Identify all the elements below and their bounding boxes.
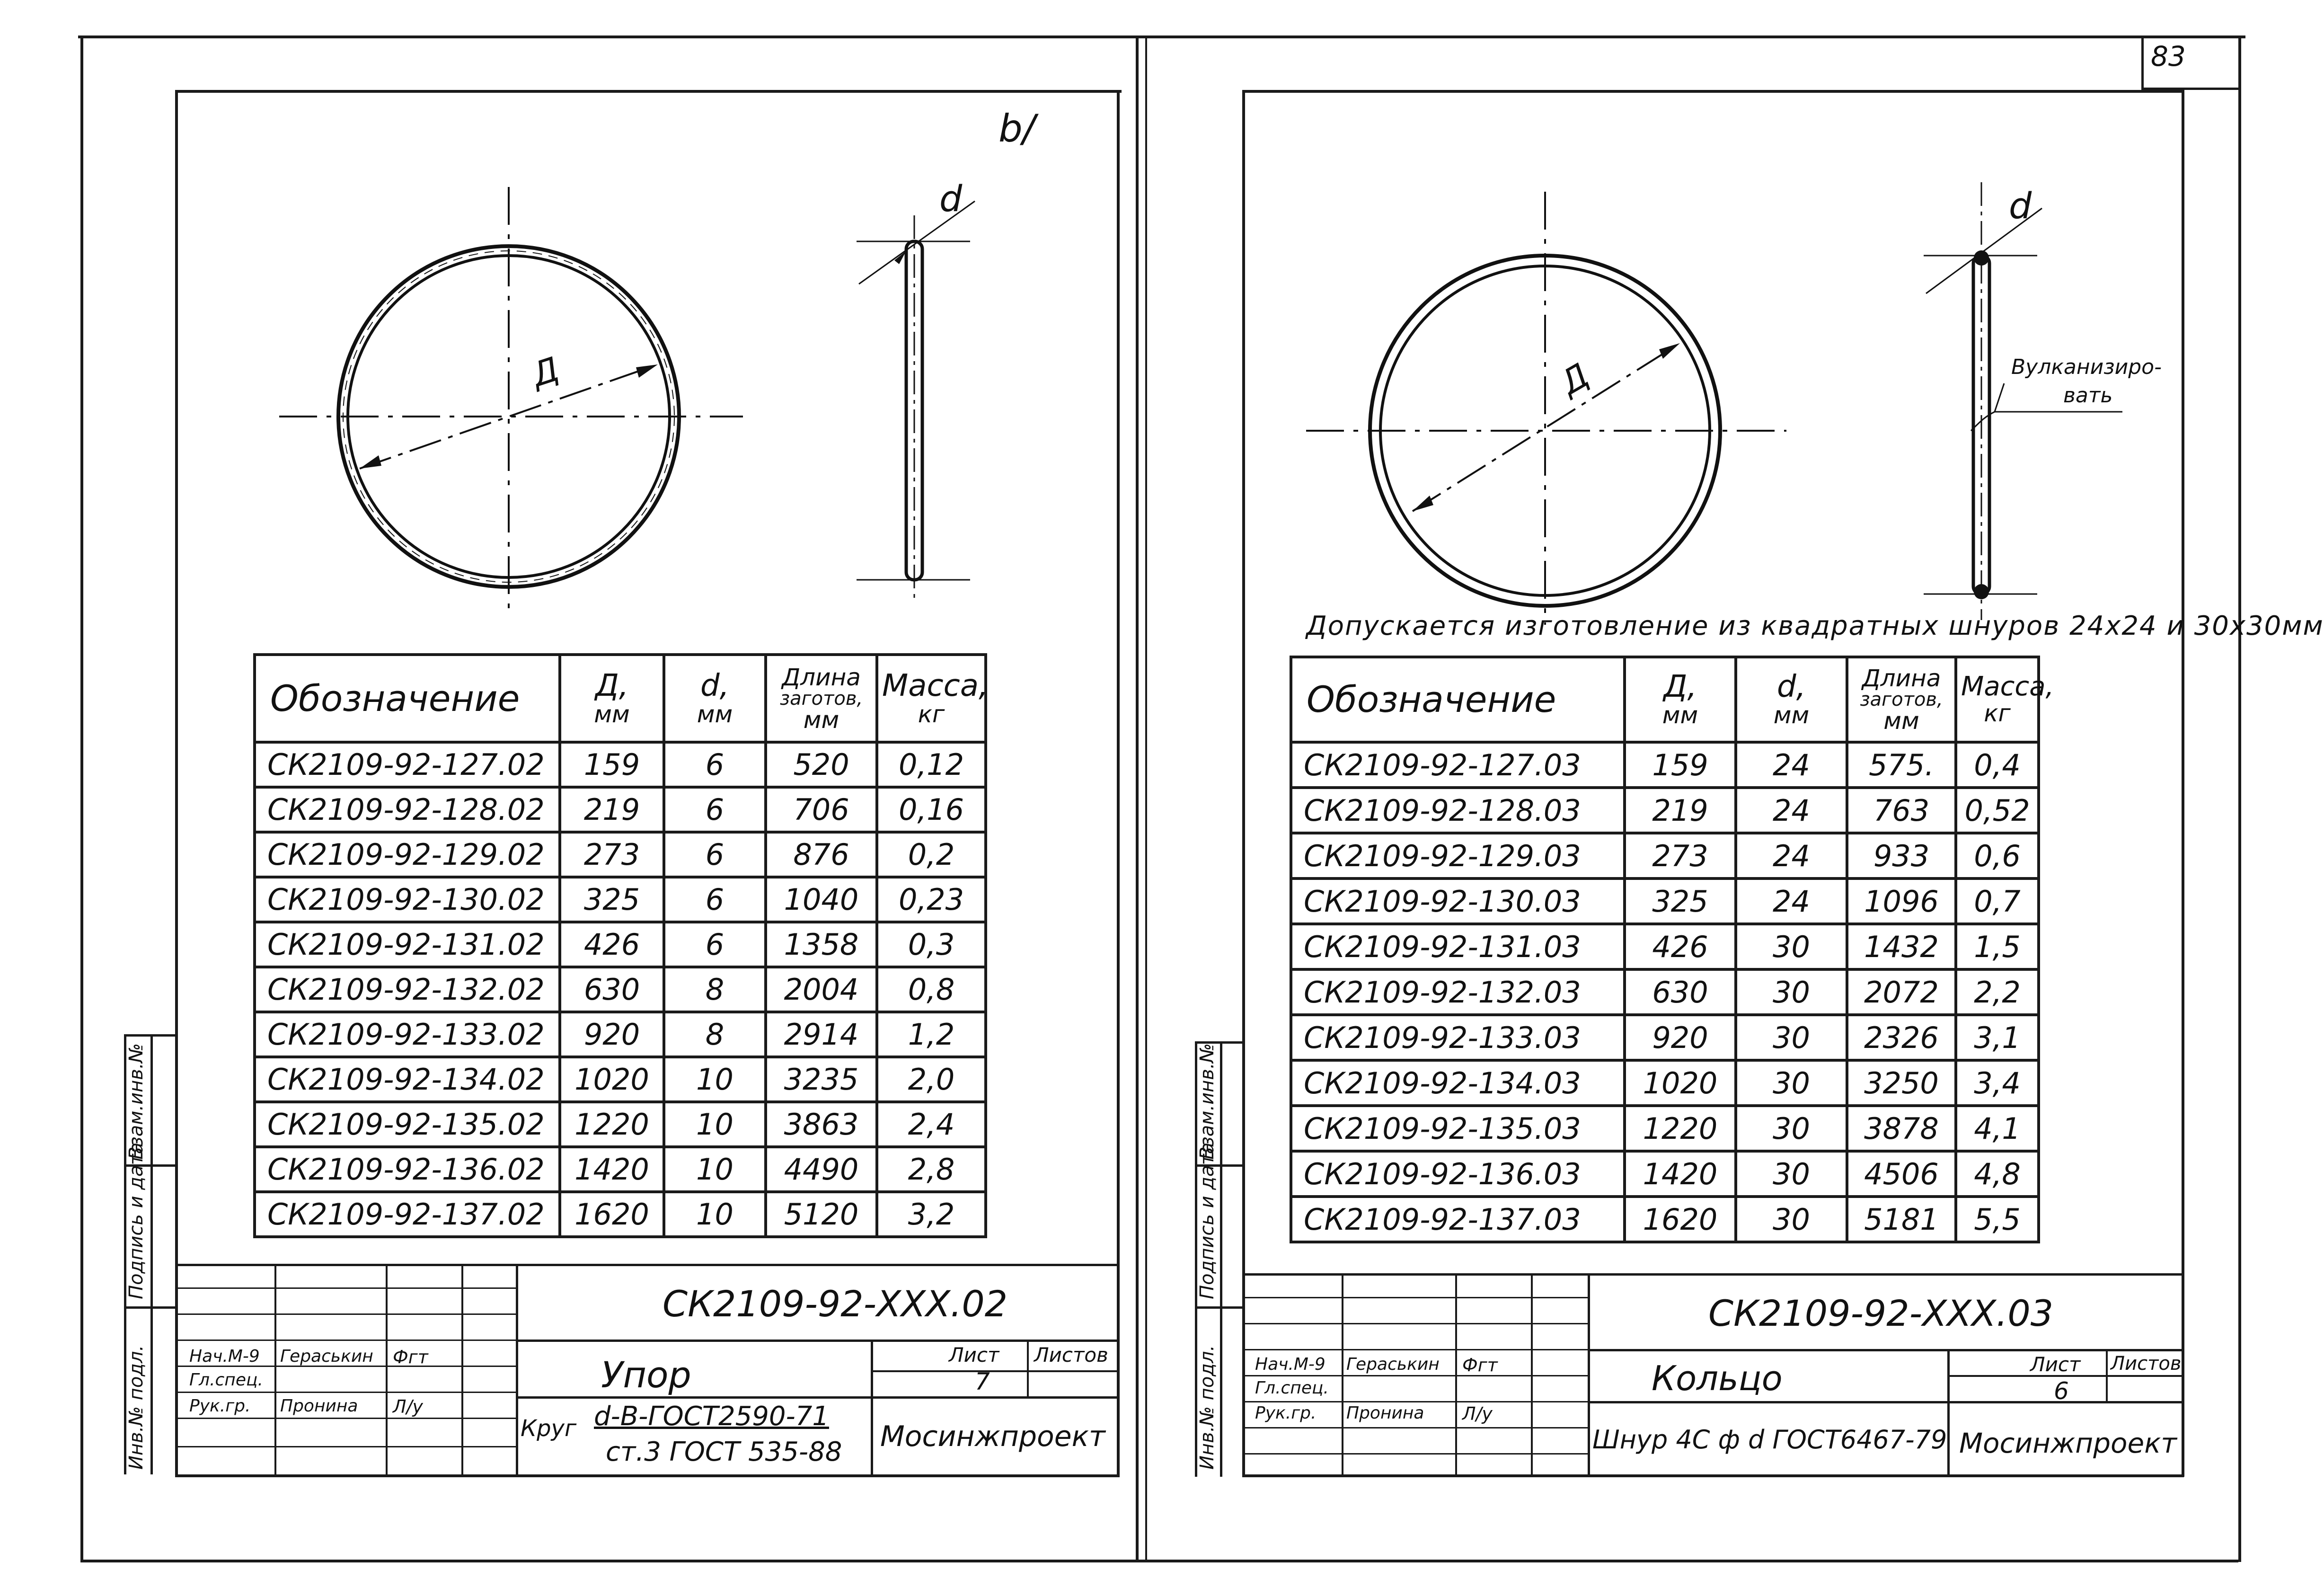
cell-mass: 0,6 bbox=[1956, 833, 2039, 878]
cell-d: 6 bbox=[664, 877, 766, 922]
right-strip-right bbox=[1220, 1041, 1222, 1477]
header-D-unit: мм bbox=[594, 700, 630, 728]
cell-designation: СК2109-92-128.02 bbox=[255, 787, 560, 832]
right-tb-h4 bbox=[1242, 1375, 1588, 1376]
left-tb-v-sheet2 bbox=[1027, 1340, 1029, 1399]
table-header-row bbox=[255, 655, 986, 742]
right-tb-mid bbox=[1588, 1349, 2184, 1351]
cell-d: 30 bbox=[1736, 1197, 1847, 1242]
right-sheet-label: Лист bbox=[2030, 1353, 2081, 1376]
cell-mass: 1,2 bbox=[877, 1012, 986, 1057]
cell-d: 30 bbox=[1736, 969, 1847, 1015]
cell-designation: СК2109-92-135.02 bbox=[255, 1102, 560, 1147]
table-row bbox=[1291, 742, 2039, 788]
cell-D: 1020 bbox=[560, 1057, 664, 1102]
cell-length: 1040 bbox=[766, 877, 877, 922]
cell-designation: СК2109-92-127.03 bbox=[1291, 742, 1625, 788]
left-tb-v2 bbox=[386, 1264, 388, 1477]
cell-d: 30 bbox=[1736, 924, 1847, 969]
cell-mass: 1,5 bbox=[1956, 924, 2039, 969]
right-dim-d-label: d bbox=[2009, 185, 2032, 227]
cell-length: 933 bbox=[1847, 833, 1956, 878]
header-D-text: Д, bbox=[1663, 669, 1697, 705]
outer-frame-right bbox=[2238, 35, 2241, 1562]
cell-d: 24 bbox=[1736, 833, 1847, 878]
right-tb-h7 bbox=[1242, 1453, 1588, 1455]
left-tb-role-3: Рук.гр. bbox=[189, 1396, 251, 1416]
left-tb-h7 bbox=[175, 1446, 516, 1447]
left-tb-v1 bbox=[274, 1264, 276, 1477]
left-doc-code: СК2109-92-XXX.02 bbox=[663, 1283, 1008, 1325]
cell-length: 3250 bbox=[1847, 1060, 1956, 1106]
cell-length: 3878 bbox=[1847, 1106, 1956, 1151]
header-D-text: Д, bbox=[595, 668, 629, 703]
cell-mass: 0,8 bbox=[877, 967, 986, 1012]
left-tb-h1 bbox=[175, 1287, 516, 1289]
right-tb-v-sheet2 bbox=[2106, 1349, 2108, 1403]
header-d-text: d, bbox=[700, 668, 729, 703]
cell-length: 4490 bbox=[766, 1147, 877, 1192]
cell-mass: 2,2 bbox=[1956, 969, 2039, 1015]
cell-mass: 2,8 bbox=[877, 1147, 986, 1192]
left-frame-right bbox=[1117, 90, 1120, 1477]
cell-length: 3863 bbox=[766, 1102, 877, 1147]
cell-d: 6 bbox=[664, 787, 766, 832]
left-tb-v3 bbox=[461, 1264, 463, 1477]
cell-d: 30 bbox=[1736, 1060, 1847, 1106]
left-strip-div2 bbox=[124, 1306, 176, 1309]
header-designation: Обозначение bbox=[1291, 657, 1625, 742]
right-spec-table bbox=[1290, 656, 2054, 1243]
header-mass-text: Масса, bbox=[882, 668, 989, 703]
cell-D: 1620 bbox=[560, 1192, 664, 1237]
table-row bbox=[255, 877, 986, 922]
cell-length: 2072 bbox=[1847, 969, 1956, 1015]
left-tb-name-1: Гераськин bbox=[280, 1347, 373, 1366]
header-length-text: Длина bbox=[1862, 665, 1941, 692]
cell-d: 24 bbox=[1736, 878, 1847, 924]
page-number: 83 bbox=[2151, 40, 2186, 72]
cell-designation: СК2109-92-131.03 bbox=[1291, 924, 1625, 969]
left-tb-sig-3: Л/у bbox=[393, 1396, 423, 1417]
cell-mass: 0,3 bbox=[877, 922, 986, 967]
right-tb-lower bbox=[1588, 1401, 2184, 1403]
page-divider bbox=[1136, 35, 1139, 1562]
left-material-bottom: ст.3 ГОСТ 535-88 bbox=[606, 1437, 842, 1467]
right-part-name: Кольцо bbox=[1652, 1358, 1783, 1398]
cell-D: 219 bbox=[560, 787, 664, 832]
cell-d: 10 bbox=[664, 1147, 766, 1192]
cell-D: 1020 bbox=[1625, 1060, 1736, 1106]
cell-designation: СК2109-92-136.02 bbox=[255, 1147, 560, 1192]
left-tb-h5 bbox=[175, 1392, 516, 1393]
right-tb-h5 bbox=[1242, 1401, 1588, 1402]
cell-length: 2914 bbox=[766, 1012, 877, 1057]
right-frame-right bbox=[2182, 90, 2184, 1477]
left-table-body bbox=[255, 742, 986, 1237]
header-mass bbox=[877, 655, 989, 742]
left-strip-top bbox=[124, 1034, 176, 1037]
cell-d: 6 bbox=[664, 922, 766, 967]
left-tb-name-3: Пронина bbox=[280, 1396, 358, 1416]
right-tb-v-main bbox=[1588, 1273, 1590, 1477]
cell-D: 426 bbox=[560, 922, 664, 967]
header-length-unit: мм bbox=[803, 706, 839, 734]
table-row bbox=[255, 787, 986, 832]
left-strip-right bbox=[150, 1034, 153, 1474]
cell-d: 8 bbox=[664, 1012, 766, 1057]
header-d bbox=[664, 655, 766, 742]
right-frame-bottom bbox=[1242, 1474, 2184, 1477]
left-org: Мосинжпроект bbox=[880, 1420, 1105, 1453]
table-row bbox=[255, 1057, 986, 1102]
right-tb-sig-1: Фгт bbox=[1462, 1355, 1498, 1375]
header-mass-text: Масса, bbox=[1961, 671, 2054, 702]
cell-designation: СК2109-92-129.03 bbox=[1291, 833, 1625, 878]
cell-mass: 5,5 bbox=[1956, 1197, 2039, 1242]
cell-mass: 0,2 bbox=[877, 832, 986, 877]
cell-d: 6 bbox=[664, 742, 766, 787]
cell-mass: 2,4 bbox=[877, 1102, 986, 1147]
right-sheet-value: 6 bbox=[2054, 1377, 2069, 1405]
right-side-label-2: Подпись и дата bbox=[1196, 1142, 1218, 1299]
right-tb-name-3: Пронина bbox=[1346, 1403, 1424, 1423]
right-tb-h6 bbox=[1242, 1427, 1588, 1428]
cell-mass: 0,7 bbox=[1956, 878, 2039, 924]
header-d bbox=[1736, 657, 1847, 742]
cell-mass: 2,0 bbox=[877, 1057, 986, 1102]
cell-d: 10 bbox=[664, 1057, 766, 1102]
cell-d: 24 bbox=[1736, 788, 1847, 833]
left-side-label-2: Подпись и дата bbox=[125, 1142, 147, 1299]
header-D-unit: мм bbox=[1662, 701, 1698, 729]
header-mass-unit: кг bbox=[1984, 700, 2011, 727]
left-dim-d-label: d bbox=[939, 177, 963, 220]
cell-length: 4506 bbox=[1847, 1151, 1956, 1197]
table-row bbox=[1291, 1151, 2039, 1197]
left-material-top: d-В-ГОСТ2590-71 bbox=[594, 1401, 829, 1432]
cell-length: 520 bbox=[766, 742, 877, 787]
cell-length: 1358 bbox=[766, 922, 877, 967]
left-tb-lower bbox=[516, 1396, 871, 1399]
cell-designation: СК2109-92-131.02 bbox=[255, 922, 560, 967]
right-tb-role-2: Гл.спец. bbox=[1255, 1378, 1329, 1398]
cell-mass: 3,4 bbox=[1956, 1060, 2039, 1106]
cell-D: 630 bbox=[1625, 969, 1736, 1015]
cell-D: 630 bbox=[560, 967, 664, 1012]
header-length-unit: мм bbox=[1883, 707, 1919, 735]
left-side-label-3: Взам.инв.№ bbox=[125, 1043, 147, 1160]
cell-designation: СК2109-92-133.03 bbox=[1291, 1015, 1625, 1060]
table-row bbox=[1291, 1060, 2039, 1106]
right-tb-role-1: Нач.М-9 bbox=[1255, 1355, 1325, 1374]
left-ring-drawing bbox=[175, 90, 1117, 648]
table-row bbox=[1291, 833, 2039, 878]
cell-length: 5120 bbox=[766, 1192, 877, 1237]
cell-D: 920 bbox=[1625, 1015, 1736, 1060]
cell-mass: 0,4 bbox=[1956, 742, 2039, 788]
right-dim-D-label: Д bbox=[1554, 355, 1596, 403]
right-tb-v-sheet bbox=[1947, 1349, 1950, 1477]
left-tb-role-1: Нач.М-9 bbox=[189, 1347, 260, 1366]
header-mass bbox=[1956, 657, 2054, 742]
table-row bbox=[255, 832, 986, 877]
outer-frame-top bbox=[78, 35, 2245, 38]
left-spec-table bbox=[253, 653, 987, 1238]
cell-mass: 3,2 bbox=[877, 1192, 986, 1237]
table-row bbox=[1291, 1106, 2039, 1151]
cell-d: 24 bbox=[1736, 742, 1847, 788]
cell-length: 1096 bbox=[1847, 878, 1956, 924]
cell-designation: СК2109-92-130.03 bbox=[1291, 878, 1625, 924]
table-row bbox=[1291, 788, 2039, 833]
left-tb-v-main bbox=[516, 1264, 518, 1477]
cell-designation: СК2109-92-132.02 bbox=[255, 967, 560, 1012]
left-sheets-label: Листов bbox=[1034, 1343, 1108, 1366]
cell-length: 1432 bbox=[1847, 924, 1956, 969]
table-row bbox=[1291, 1197, 2039, 1242]
left-tb-h3 bbox=[175, 1340, 516, 1341]
cell-D: 325 bbox=[1625, 878, 1736, 924]
cell-designation: СК2109-92-135.03 bbox=[1291, 1106, 1625, 1151]
left-tb-sheetrow bbox=[871, 1370, 1119, 1372]
cell-mass: 0,12 bbox=[877, 742, 986, 787]
cell-d: 30 bbox=[1736, 1151, 1847, 1197]
table-row bbox=[255, 922, 986, 967]
cell-length: 2326 bbox=[1847, 1015, 1956, 1060]
cell-designation: СК2109-92-137.02 bbox=[255, 1192, 560, 1237]
header-d-text: d, bbox=[1777, 669, 1806, 705]
header-d-unit: мм bbox=[697, 700, 733, 728]
cell-designation: СК2109-92-130.02 bbox=[255, 877, 560, 922]
left-part-name: Упор bbox=[601, 1354, 691, 1396]
cell-length: 763 bbox=[1847, 788, 1956, 833]
right-tb-name-1: Гераськин bbox=[1346, 1355, 1440, 1374]
cell-D: 159 bbox=[560, 742, 664, 787]
cell-d: 6 bbox=[664, 832, 766, 877]
outer-frame-bottom bbox=[80, 1560, 2238, 1562]
cell-mass: 4,1 bbox=[1956, 1106, 2039, 1151]
cell-D: 219 bbox=[1625, 788, 1736, 833]
cell-length: 5181 bbox=[1847, 1197, 1956, 1242]
right-side-label-3: Взам.инв.№ bbox=[1196, 1043, 1218, 1160]
right-sheets-label: Листов bbox=[2111, 1353, 2182, 1375]
left-tb-orgtop bbox=[871, 1396, 1119, 1399]
cell-d: 10 bbox=[664, 1192, 766, 1237]
cell-length: 2004 bbox=[766, 967, 877, 1012]
header-D bbox=[560, 655, 664, 742]
right-strip-div2 bbox=[1195, 1306, 1245, 1309]
cell-mass: 0,16 bbox=[877, 787, 986, 832]
cell-D: 273 bbox=[1625, 833, 1736, 878]
cell-D: 426 bbox=[1625, 924, 1736, 969]
left-sheet-value: 7 bbox=[975, 1368, 990, 1395]
right-tb-sig-3: Л/у bbox=[1462, 1403, 1493, 1424]
cell-d: 30 bbox=[1736, 1015, 1847, 1060]
cell-length: 706 bbox=[766, 787, 877, 832]
left-tb-sig-1: Фгт bbox=[393, 1347, 428, 1367]
left-frame-bottom bbox=[175, 1474, 1120, 1477]
right-material: Шнур 4С ф d ГОСТ6467-79 bbox=[1592, 1425, 1947, 1455]
cell-D: 1620 bbox=[1625, 1197, 1736, 1242]
cell-mass: 0,52 bbox=[1956, 788, 2039, 833]
left-material-prefix: Круг bbox=[521, 1415, 577, 1442]
table-row bbox=[255, 1192, 986, 1237]
table-row bbox=[1291, 969, 2039, 1015]
left-dim-D-label: Д bbox=[527, 349, 564, 395]
cell-D: 273 bbox=[560, 832, 664, 877]
cell-D: 325 bbox=[560, 877, 664, 922]
cell-d: 30 bbox=[1736, 1106, 1847, 1151]
left-tb-v-sheet bbox=[871, 1340, 873, 1477]
cell-designation: СК2109-92-133.02 bbox=[255, 1012, 560, 1057]
cell-designation: СК2109-92-134.02 bbox=[255, 1057, 560, 1102]
left-tb-h6 bbox=[175, 1418, 516, 1419]
cell-designation: СК2109-92-127.02 bbox=[255, 742, 560, 787]
cell-designation: СК2109-92-134.03 bbox=[1291, 1060, 1625, 1106]
table-row bbox=[1291, 1015, 2039, 1060]
cell-designation: СК2109-92-132.03 bbox=[1291, 969, 1625, 1015]
cell-d: 8 bbox=[664, 967, 766, 1012]
cell-D: 1220 bbox=[560, 1102, 664, 1147]
header-designation: Обозначение bbox=[255, 655, 560, 742]
cell-designation: СК2109-92-129.02 bbox=[255, 832, 560, 877]
right-doc-code: СК2109-92-XXX.03 bbox=[1708, 1292, 2054, 1334]
cell-mass: 0,23 bbox=[877, 877, 986, 922]
right-side-label-1: Инв.№ подл. bbox=[1196, 1345, 1218, 1470]
cell-D: 159 bbox=[1625, 742, 1736, 788]
table-row bbox=[255, 967, 986, 1012]
cell-D: 920 bbox=[560, 1012, 664, 1057]
header-length bbox=[766, 655, 877, 742]
vulcanize-label-2: вать bbox=[2063, 383, 2113, 408]
header-length-text2: заготов, bbox=[779, 687, 863, 710]
left-mark: b/ bbox=[999, 106, 1035, 151]
right-table-body bbox=[1291, 742, 2039, 1242]
cell-length: 876 bbox=[766, 832, 877, 877]
cell-D: 1220 bbox=[1625, 1106, 1736, 1151]
table-row bbox=[255, 1147, 986, 1192]
outer-frame-left bbox=[80, 35, 83, 1562]
right-org: Мосинжпроект bbox=[1959, 1427, 2177, 1459]
cell-D: 1420 bbox=[1625, 1151, 1736, 1197]
right-tb-h1 bbox=[1242, 1297, 1588, 1298]
table-row bbox=[255, 1102, 986, 1147]
left-tb-role-2: Гл.спец. bbox=[189, 1370, 263, 1390]
left-tb-top bbox=[175, 1264, 1119, 1266]
table-row bbox=[1291, 924, 2039, 969]
table-row bbox=[1291, 878, 2039, 924]
cell-D: 1420 bbox=[560, 1147, 664, 1192]
left-side-label-1: Инв.№ подл. bbox=[125, 1345, 147, 1470]
cell-length: 575. bbox=[1847, 742, 1956, 788]
vulcanize-label: Вулканизиро- bbox=[2011, 355, 2162, 379]
cell-designation: СК2109-92-128.03 bbox=[1291, 788, 1625, 833]
page-divider-2 bbox=[1145, 35, 1147, 1562]
table-row bbox=[255, 742, 986, 787]
header-d-unit: мм bbox=[1773, 701, 1810, 729]
cell-mass: 4,8 bbox=[1956, 1151, 2039, 1197]
header-mass-unit: кг bbox=[918, 700, 945, 728]
right-tb-h2 bbox=[1242, 1323, 1588, 1324]
cell-d: 10 bbox=[664, 1102, 766, 1147]
right-tb-role-3: Рук.гр. bbox=[1255, 1403, 1317, 1423]
cell-mass: 3,1 bbox=[1956, 1015, 2039, 1060]
left-tb-h2 bbox=[175, 1313, 516, 1315]
left-sheet-label: Лист bbox=[949, 1343, 999, 1366]
cell-designation: СК2109-92-137.03 bbox=[1291, 1197, 1625, 1242]
header-D bbox=[1625, 657, 1736, 742]
right-tb-h3 bbox=[1242, 1349, 1588, 1350]
right-tb-top bbox=[1242, 1273, 2184, 1276]
header-length-text2: заготов, bbox=[1860, 689, 1943, 710]
cell-length: 3235 bbox=[766, 1057, 877, 1102]
table-row bbox=[255, 1012, 986, 1057]
table-header-row bbox=[1291, 657, 2039, 742]
header-length-text: Длина bbox=[782, 663, 861, 691]
cell-designation: СК2109-92-136.03 bbox=[1291, 1151, 1625, 1197]
note-text: Допускается изготовление из квадратных шнуров 24х24 и 30х30мм bbox=[1306, 611, 2324, 641]
header-length bbox=[1847, 657, 1956, 742]
pagenum-box-left bbox=[2141, 35, 2144, 88]
